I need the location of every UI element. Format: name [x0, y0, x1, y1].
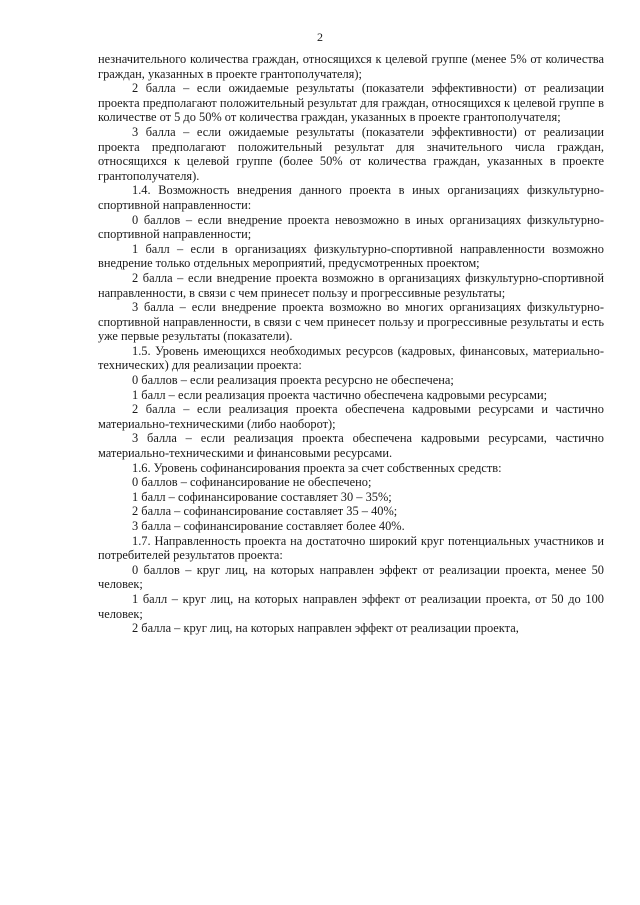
criterion-1-6-score-2: 2 балла – софинансирование составляет 35 – 40%;: [132, 504, 398, 519]
page-number: 2: [317, 30, 323, 44]
criterion-1-6-score-0: 0 баллов – софинансирование не обеспечено;: [132, 475, 372, 490]
criterion-1-4-score-3: 3 балла – если внедрение проекта возможно во многих организациях физкультурно-спортивной направленности, в связи с чем принесет пользу и прогрессивные результаты и есть уже первые результаты (показатели).: [98, 300, 604, 344]
criterion-1-4-score-1: 1 балл – если в организациях физкультурно-спортивной направленности возможно внедрение только отдельных мероприятий, предусмотренных проектом;: [98, 241, 604, 271]
paragraph-continuation: незначительного количества граждан, относящихся к целевой группе (менее 5% от количества граждан, указанных в проекте грантополучателя);: [98, 52, 604, 81]
criterion-1-4-score-2: 2 балла – если внедрение проекта возможно в организациях физкультурно-спортивной направленности, в связи с чем принесет пользу и прогрессивные результаты;: [98, 270, 604, 300]
criterion-1-5-score-2: 2 балла – если реализация проекта обеспечена кадровыми ресурсами и частично материально-техническими (либо наоборот);: [98, 402, 604, 431]
criterion-1-7-score-1: 1 балл – круг лиц, на которых направлен эффект от реализации проекта, от 50 до 100 человек;: [98, 591, 604, 621]
criterion-1-6-heading: 1.6. Уровень софинансирования проекта за счет собственных средств:: [132, 460, 502, 475]
criterion-1-3-score-2: 2 балла – если ожидаемые результаты (показатели эффективности) от реализации проекта предполагают положительный результат для граждан, относящихся к целевой группе в количестве от 5 до 50% от количества граждан, указанных в проекте грантополучателя;: [98, 81, 604, 125]
criterion-1-6-score-1: 1 балл – софинансирование составляет 30 – 35%;: [132, 489, 392, 504]
criterion-1-5-score-1: 1 балл – если реализация проекта частично обеспечена кадровыми ресурсами;: [132, 387, 548, 402]
criterion-1-5-score-0: 0 баллов – если реализация проекта ресурсно не обеспечена;: [132, 373, 454, 388]
criterion-1-7-score-0: 0 баллов – круг лиц, на которых направлен эффект от реализации проекта, менее 50 человек;: [98, 562, 604, 592]
criterion-1-6-score-3: 3 балла – софинансирование составляет более 40%.: [132, 519, 405, 533]
criterion-1-4-score-0: 0 баллов – если внедрение проекта невозможно в иных организациях физкультурно-спортивной направленности;: [98, 212, 604, 242]
criterion-1-5-score-3: 3 балла – если реализация проекта обеспечена кадровыми ресурсами, частично материально-техническими и финансовыми ресурсами.: [98, 431, 604, 461]
document-body: [98, 52, 604, 636]
criterion-1-4-heading: 1.4. Возможность внедрения данного проекта в иных организациях физкультурно-спортивной направленности:: [98, 183, 604, 212]
criterion-1-7-heading: 1.7. Направленность проекта на достаточно широкий круг потенциальных участников и потребителей результатов проекта:: [98, 533, 604, 563]
criterion-1-5-heading: 1.5. Уровень имеющихся необходимых ресурсов (кадровых, финансовых, материально-технических) для реализации проекта:: [98, 343, 604, 373]
criterion-1-3-score-3: 3 балла – если ожидаемые результаты (показатели эффективности) от реализации проекта предполагают положительный результат для значительного числа граждан, относящихся к целевой группе (более 50% от количества граждан, указанных в проекте грантополучателя).: [98, 124, 604, 183]
criterion-1-7-score-2: 2 балла – круг лиц, на которых направлен эффект от реализации проекта,: [132, 621, 519, 636]
